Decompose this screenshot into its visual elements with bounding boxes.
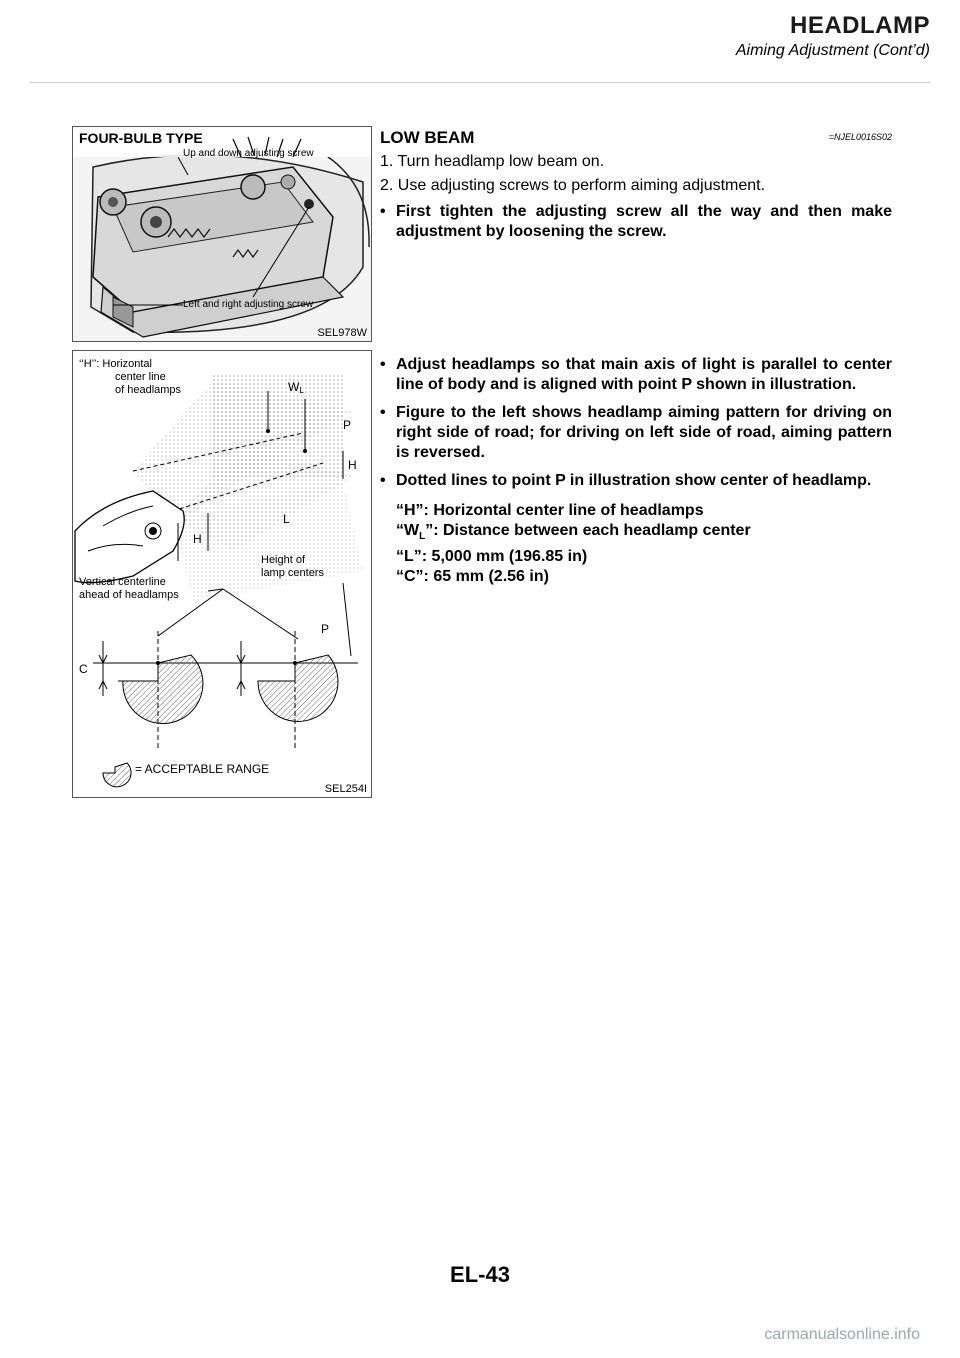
low-beam-section [380,128,892,244]
fig1-callout-up-down: Up and down adjusting screw [183,148,314,159]
watermark: carmanualsonline.info [764,1326,920,1343]
fig1-code: SEL978W [317,327,367,339]
def-l: “L”: 5,000 mm (196.85 in) [396,548,588,566]
def-h: “H”: Horizontal center line of headlamps [396,502,704,519]
fig1-type-label: FOUR-BULB TYPE [79,130,203,146]
bullet-main-axis: • Adjust headlamps so that main axis of light is parallel to center line of body and is aligned with point P shown in illustration. [380,355,892,395]
fig2-wl-sub: L [299,386,304,395]
aiming-pattern-illustration [73,351,371,797]
fig2-code: SEL254I [324,783,367,795]
fig2-height-1: Height of [261,554,306,566]
fig2-p-top: P [343,418,352,432]
fig2-vertical-2: ahead of headlamps [79,589,179,601]
fig2-vertical-1: Vertical centerline [79,576,166,588]
figure-four-bulb [72,126,372,342]
step-1: 1. Turn headlamp low beam on. [380,153,605,170]
header-divider [30,82,930,83]
page-number: EL-43 [450,1262,510,1287]
def-c: “C”: 65 mm (2.56 in) [396,568,549,586]
fig2-h-label-3: of headlamps [115,384,182,396]
fig2-wl: W [288,380,300,394]
page-title: HEADLAMP [790,12,930,39]
headlamp-adjust-illustration [73,127,371,341]
section-ref-code: =NJEL0016S02 [828,132,892,142]
fig2-acceptable-range: = ACCEPTABLE RANGE [135,762,270,776]
fig1-callout-left-right: Left and right adjusting screw [183,299,314,310]
fig2-p-bottom: P [321,622,330,636]
fig2-c: C [79,662,88,676]
fig2-h-label-2: center line [115,371,166,383]
fig2-l: L [283,512,290,526]
fig2-height-2: lamp centers [261,567,324,579]
def-wl: “$W_L$”: Distance between each headlamp center [396,522,751,543]
step-2: 2. Use adjusting screws to perform aiming adjustment. [380,177,766,194]
fig2-h-label-1: ‘‘H’’: Horizontal [79,358,152,370]
bullet-list-1 [380,202,892,242]
bullet-list-2 [380,355,892,491]
section-title: LOW BEAM [380,128,475,147]
definitions [380,501,892,587]
page-subtitle: Aiming Adjustment (Cont’d) [735,42,930,59]
figure-aiming-pattern [72,350,372,798]
fig2-h-right: H [348,458,357,472]
aiming-notes [380,355,892,587]
bullet-dotted-lines: • Dotted lines to point P in illustration show center of headlamp. [380,471,892,491]
page-header [736,12,930,60]
bullet-tighten-screw: • First tighten the adjusting screw all the way and then make adjustment by loosening the screw. [380,202,892,242]
fig2-h-left: H [193,532,202,546]
section-heading [380,128,892,148]
bullet-aiming-pattern: • Figure to the left shows headlamp aiming pattern for driving on right side of road; for driving on left side of road, aiming pattern is reversed. [380,403,892,463]
